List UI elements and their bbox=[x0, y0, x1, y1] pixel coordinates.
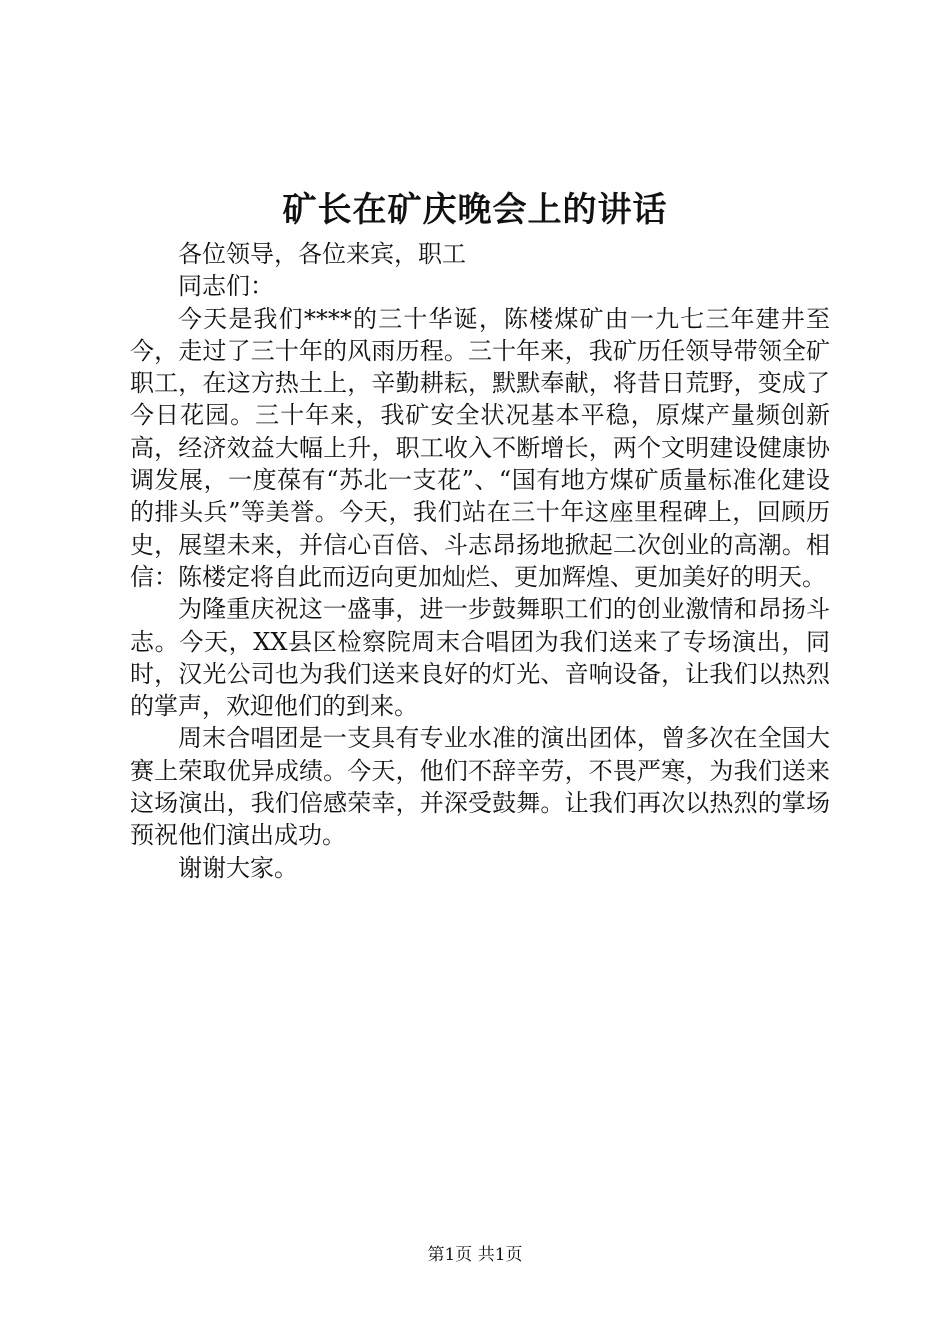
closing-line: 谢谢大家。 bbox=[178, 853, 298, 882]
document-body bbox=[130, 238, 830, 884]
salutation-line-1: 各位领导，各位来宾，职工 bbox=[178, 240, 466, 268]
body-paragraph-2: 为隆重庆祝这一盛事，进一步鼓舞职工们的创业激情和昂扬斗志。今天，XX县区检察院周末合唱团为我们送来了专场演出，同时，汉光公司也为我们送来良好的灯光、音响设备，让我们以热烈的掌声，欢迎他们的到来。 bbox=[130, 595, 830, 721]
page-number-footer: 第1页 共1页 bbox=[427, 1245, 523, 1265]
salutation-line-2: 同志们： bbox=[178, 272, 274, 301]
document-title: 矿长在矿庆晚会上的讲话 bbox=[282, 190, 668, 230]
body-paragraph-3: 周末合唱团是一支具有专业水准的演出团体，曾多次在全国大赛上荣取优异成绩。今天，他们不辞辛劳，不畏严寒，为我们送来这场演出，我们倍感荣幸，并深受鼓舞。让我们再次以热烈的掌场预祝他们演出成功。 bbox=[130, 724, 830, 850]
body-paragraph-1: 今天是我们****的三十华诞，陈楼煤矿由一九七三年建井至今，走过了三十年的风雨历程。三十年来，我矿历任领导带领全矿职工，在这方热土上，辛勤耕耘，默默奉献，将昔日荒野，变成了今日花园。三十年来，我矿安全状况基本平稳，原煤产量频创新高，经济效益大幅上升，职工收入不断增长，两个文明建设健康协调发展，一度葆有“苏北一支花”、“国有地方煤矿质量标准化建设的排头兵”等美誉。今天，我们站在三十年这座里程碑上，回顾历史，展望未来，并信心百倍、斗志昂扬地掀起二次创业的高潮。相信：陈楼定将自此而迈向更加灿烂、更加辉煌、更加美好的明天。 bbox=[130, 304, 830, 591]
